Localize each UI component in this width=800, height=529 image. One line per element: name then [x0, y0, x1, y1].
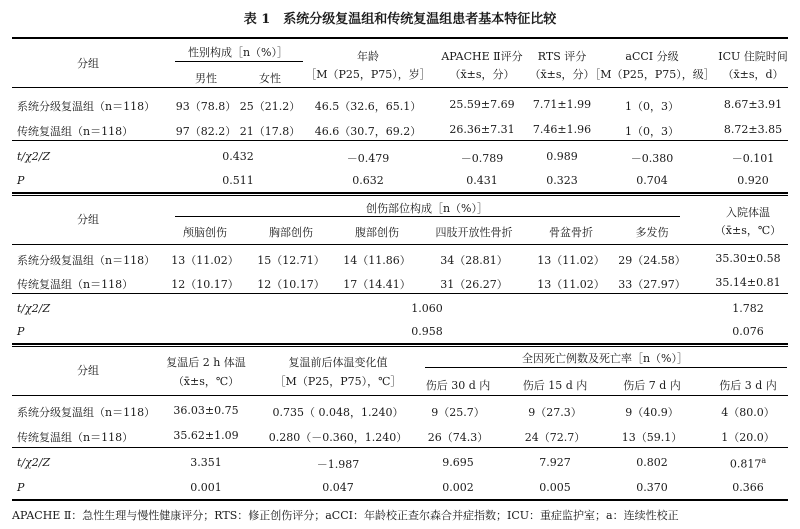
s3-death-col-2: 伤后 7 d 内: [623, 379, 681, 392]
s2-injury-header: 创伤部位构成［n（%）］: [365, 202, 489, 215]
sex-subrule: [175, 61, 303, 62]
s1-sex-header: 性别构成［n（%）］: [187, 46, 289, 59]
s2-col-1: 胸部创伤: [269, 226, 313, 239]
stat-label: t/χ2/Z: [17, 456, 51, 469]
table-cell: 35.62±1.09: [173, 429, 239, 442]
s2-col-4: 骨盆骨折: [549, 226, 593, 239]
s1-apache-unit: （x̄±s，分）: [449, 68, 515, 81]
injury-subrule: [175, 216, 680, 217]
table-cell: 12（10.17）: [257, 278, 325, 291]
table-cell: 9（27.3）: [528, 406, 582, 419]
table-cell: 8.67±3.91: [723, 98, 783, 111]
s2-temp-unit: （x̄±s，℃）: [714, 224, 782, 237]
table-cell: 1.060: [411, 302, 443, 315]
s3-death-col-0: 伤后 30 d 内: [425, 379, 491, 392]
table-cell: 13（11.02）: [537, 278, 605, 291]
s3-death-col-3: 伤后 3 d 内: [719, 379, 777, 392]
table-cell: 9（40.9）: [625, 406, 679, 419]
rule-stats-s3: [12, 447, 788, 448]
rule-header-s3: [12, 395, 788, 396]
table-cell: 29（24.58）: [618, 254, 686, 267]
table-cell: 9.695: [442, 456, 474, 469]
table-cell: 15（12.71）: [257, 254, 325, 267]
table-cell: 12（10.17）: [171, 278, 239, 291]
table-cell: 1（0，3）: [625, 100, 679, 113]
table-cell: 21（17.8）: [239, 125, 301, 138]
table-cell: 26（74.3）: [427, 431, 489, 444]
table-cell: －0.101: [731, 152, 775, 165]
s2-col-0: 颅脑创伤: [183, 226, 227, 239]
stat-label: P: [17, 325, 25, 338]
table-cell: 97（82.2）: [175, 125, 237, 138]
table-row-label: 传统复温组（n＝118）: [17, 125, 134, 138]
s1-rts-header: RTS 评分: [537, 50, 587, 63]
table-cell: －0.789: [460, 152, 504, 165]
table-cell: 13（11.02）: [171, 254, 239, 267]
rule-bottom: [12, 499, 788, 501]
death-subrule: [425, 367, 787, 368]
rule-header-s2: [12, 244, 788, 245]
table-cell: 7.927: [539, 456, 571, 469]
table-cell: 0.920: [737, 174, 769, 187]
table-cell: 0.001: [190, 481, 222, 494]
table-cell: －0.380: [630, 152, 674, 165]
s3-change-header: 复温前后体温变化值: [288, 356, 388, 369]
table-cell: 14（11.86）: [343, 254, 411, 267]
table-cell: 3.351: [190, 456, 222, 469]
rule-stats-s1: [12, 140, 788, 141]
stat-label: P: [17, 481, 25, 494]
table-title: 表 1 系统分级复温组和传统复温组患者基本特征比较: [243, 12, 557, 27]
table-cell: 0.076: [732, 325, 764, 338]
s1-group-header: 分组: [77, 57, 99, 70]
table-cell: 26.36±7.31: [449, 123, 515, 136]
table-cell: 17（14.41）: [343, 278, 411, 291]
table-cell: 35.14±0.81: [715, 276, 781, 289]
table-cell: 46.5（32.6，65.1）: [314, 100, 422, 113]
s1-icu-header: ICU 住院时间: [718, 50, 788, 63]
table-cell: 34（28.81）: [440, 254, 508, 267]
table-cell: 0.366: [732, 481, 764, 494]
table-cell: －0.479: [346, 152, 390, 165]
table-row-label: 系统分级复温组（n＝118）: [17, 100, 156, 113]
table-cell: 9（25.7）: [431, 406, 485, 419]
table-footnote: APACHE Ⅱ：急性生理与慢性健康评分；RTS：修正创伤评分；aCCI：年龄校正查尔森合并症指数；ICU：重症监护室；a：连续性校正: [12, 509, 679, 522]
rule-top-s3: [12, 346, 788, 347]
table-row-label: 系统分级复温组（n＝118）: [17, 254, 156, 267]
table-cell: 7.46±1.96: [532, 123, 592, 136]
table-cell: 0.002: [442, 481, 474, 494]
table-cell: 0.802: [636, 456, 668, 469]
table-cell: 8.72±3.85: [723, 123, 783, 136]
s3-temp2h-header: 复温后 2 h 体温: [166, 356, 246, 369]
rule-end-s1: [12, 192, 788, 194]
table-cell: 25（21.2）: [239, 100, 301, 113]
table-cell: 4（80.0）: [721, 406, 775, 419]
s1-age-header: 年龄: [357, 50, 379, 63]
s2-temp-header: 入院体温: [726, 206, 770, 219]
table-row-label: 系统分级复温组（n＝118）: [17, 406, 156, 419]
rule-top: [12, 37, 788, 39]
table-cell: 0.280（－0.360，1.240）: [268, 431, 408, 444]
table-cell: 46.6（30.7，69.2）: [314, 125, 422, 138]
s1-apache-header: APACHE Ⅱ评分: [441, 50, 523, 63]
table-row-label: 传统复温组（n＝118）: [17, 431, 134, 444]
s3-change-unit: ［M（P25，P75），℃］: [274, 375, 402, 388]
table-cell: 0.704: [636, 174, 668, 187]
rule-top-s2: [12, 195, 788, 196]
table-cell: 93（78.8）: [175, 100, 237, 113]
s1-rts-unit: （x̄±s，分）: [529, 68, 595, 81]
rule-header-s1: [12, 87, 788, 88]
s2-col-5: 多发伤: [635, 226, 669, 239]
s3-group-header: 分组: [77, 364, 99, 377]
table-cell: 0.431: [466, 174, 498, 187]
table-cell: 7.71±1.99: [532, 98, 592, 111]
rule-end-s2: [12, 343, 788, 345]
table-cell: 1（0，3）: [625, 125, 679, 138]
s1-female-header: 女性: [259, 72, 281, 85]
s1-icu-unit: （x̄±s，d）: [722, 68, 784, 81]
table-cell: 1（20.0）: [721, 431, 775, 444]
table-cell: 0.511: [222, 174, 254, 187]
table-cell: 0.005: [539, 481, 571, 494]
stat-label: P: [17, 174, 25, 187]
table-cell: 0.735（ 0.048，1.240）: [272, 406, 404, 419]
table-cell: 33（27.97）: [618, 278, 686, 291]
s1-acci-unit: ［M（P25，P75），级］: [589, 68, 715, 81]
table-cell: 13（11.02）: [537, 254, 605, 267]
table-cell: 0.047: [322, 481, 354, 494]
table-cell: 0.817$^a$: [729, 456, 767, 471]
table-cell: 0.632: [352, 174, 384, 187]
s3-death-header: 全因死亡例数及死亡率［n（%）］: [521, 352, 689, 365]
s1-male-header: 男性: [195, 72, 217, 85]
s1-acci-header: aCCI 分级: [625, 50, 679, 63]
s3-death-col-1: 伤后 15 d 内: [522, 379, 588, 392]
table-cell: 35.30±0.58: [715, 252, 781, 265]
s3-temp2h-unit: （x̄±s，℃）: [172, 375, 240, 388]
table-cell: 0.432: [222, 150, 254, 163]
stat-label: t/χ2/Z: [17, 302, 51, 315]
table-cell: 0.323: [546, 174, 578, 187]
table-cell: 1.782: [732, 302, 764, 315]
table-cell: －1.987: [316, 458, 360, 471]
rule-stats-s2: [12, 293, 788, 294]
table-cell: 31（26.27）: [440, 278, 508, 291]
s1-age-unit: ［M（P25，P75），岁］: [305, 68, 431, 81]
table-cell: 36.03±0.75: [173, 404, 239, 417]
s2-col-2: 腹部创伤: [355, 226, 399, 239]
table-cell: 0.989: [546, 150, 578, 163]
table-cell: 13（59.1）: [621, 431, 683, 444]
stat-label: t/χ2/Z: [17, 150, 51, 163]
s2-col-3: 四肢开放性骨折: [435, 226, 513, 239]
table-row-label: 传统复温组（n＝118）: [17, 278, 134, 291]
table-cell: 0.958: [411, 325, 443, 338]
table-cell: 0.370: [636, 481, 668, 494]
s2-group-header: 分组: [77, 213, 99, 226]
table-cell: 25.59±7.69: [449, 98, 515, 111]
table-cell: 24（72.7）: [524, 431, 586, 444]
